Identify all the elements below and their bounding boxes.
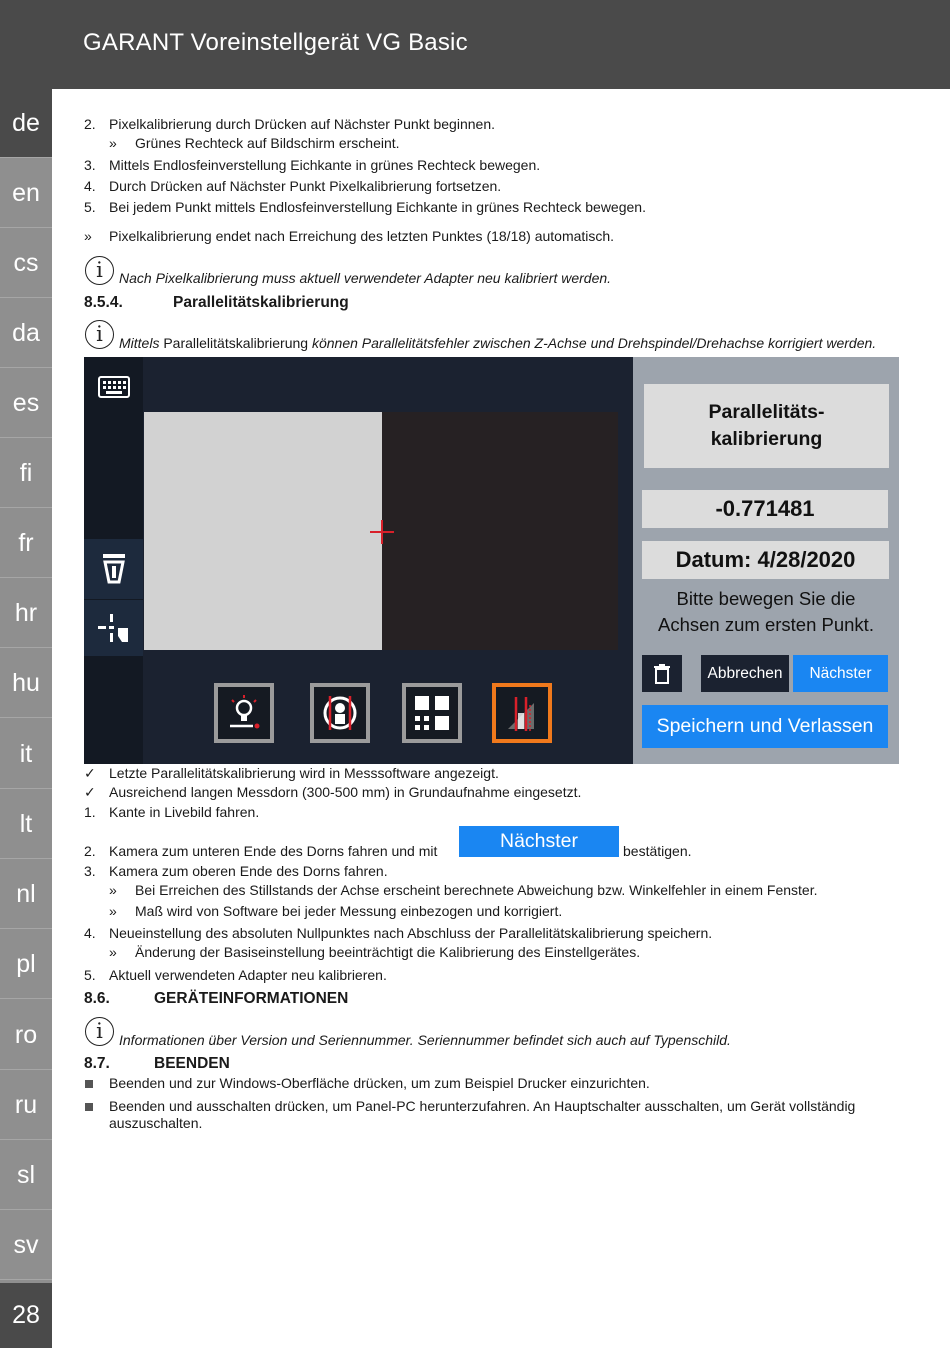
step-number: 5. [84,967,96,983]
calibration-value: -0.771481 [642,490,888,528]
result-marker: » [109,944,117,960]
next-button[interactable]: Nächster [793,655,888,692]
lang-tab-fi[interactable]: fi [0,439,52,508]
info-icon: i [85,1017,114,1046]
step-text: Kamera zum oberen Ende des Dorns fahren. [109,863,388,879]
step-result: Grünes Rechteck auf Bildschirm erscheint. [135,135,400,151]
result-marker: » [109,903,117,919]
camera-button[interactable] [310,683,370,743]
info-note: Informationen über Version und Seriennummer. Seriennummer befindet sich auch auf Typenschild. [119,1032,731,1048]
section-number: 8.6. [84,990,110,1007]
bullet-text: Beenden und zur Windows-Oberfläche drücken, um zum Beispiel Drucker einzurichten. [109,1075,650,1091]
left-toolbar [84,357,143,764]
step-text: bestätigen. [623,843,692,859]
check-icon: ✓ [84,784,96,800]
step-number: 2. [84,843,96,859]
calibration-date: Datum: 4/28/2020 [642,541,889,579]
section-number: 8.7. [84,1055,110,1072]
parallel-calibration-button[interactable] [492,683,552,743]
step-number: 4. [84,925,96,941]
cancel-button[interactable]: Abbrechen [701,655,789,692]
menu-grid-button[interactable] [402,683,462,743]
lang-tab-cs[interactable]: cs [0,229,52,298]
check-icon: ✓ [84,765,96,781]
crosshair-tool-button[interactable] [84,600,143,656]
lang-tab-sv[interactable]: sv [0,1211,52,1280]
info-icon: i [85,256,114,285]
prerequisite-text: Ausreichend langen Messdorn (300-500 mm) in Grundaufnahme eingesetzt. [109,784,582,800]
page-number: 28 [0,1283,52,1348]
lang-tab-hr[interactable]: hr [0,579,52,648]
step-text: Mittels Endlosfeinverstellung Eichkante in grünes Rechteck bewegen. [109,157,541,173]
delete-button[interactable] [642,655,682,692]
bullet-square [85,1103,93,1111]
live-image[interactable] [144,412,618,650]
step-number: 4. [84,178,96,194]
info-note: Mittels Parallelitätskalibrierung können Parallelitätsfehler zwischen Z-Achse und Drehspindel/Drehachse korrigiert werden. [119,335,877,351]
keyboard-icon [98,376,130,398]
save-and-exit-button[interactable]: Speichern und Verlassen [642,705,888,748]
parallel-calibration-icon [502,693,542,733]
lightbulb-icon [227,694,261,732]
step-number: 2. [84,116,96,132]
lang-tab-es[interactable]: es [0,369,52,438]
live-image-bright-area [144,412,382,650]
bullet-text: Beenden und ausschalten drücken, um Panel-PC herunterzufahren. An Hauptschalter ausschalten, um Gerät vollständig auszuschalten. [109,1098,856,1131]
language-sidebar [0,89,52,1348]
step-text: Bei jedem Punkt mittels Endlosfeinverstellung Eichkante in grünes Rechteck bewegen. [109,199,646,215]
lang-tab-it[interactable]: it [0,720,52,789]
lang-tab-lt[interactable]: lt [0,790,52,859]
trash-icon [654,664,670,684]
bullet-square [85,1080,93,1088]
step-text: Kante in Livebild fahren. [109,804,260,820]
lang-tab-hu[interactable]: hu [0,649,52,718]
document-title: GARANT Voreinstellgerät VG Basic [83,29,468,56]
final-result: Pixelkalibrierung endet nach Erreichung des letzten Punktes (18/18) automatisch. [109,228,615,244]
crosshair [381,520,383,544]
info-note: Nach Pixelkalibrierung muss aktuell verwendeter Adapter neu kalibriert werden. [119,270,612,286]
step-result: Bei Erreichen des Stillstands der Achse erscheint berechnete Abweichung bzw. Winkelfehler in einem Fenster. [135,882,818,898]
panel-title: Parallelitäts- kalibrierung [644,384,889,468]
lang-tab-da[interactable]: da [0,299,52,368]
step-number: 5. [84,199,96,215]
step-text: Aktuell verwendeten Adapter neu kalibrieren. [109,967,387,983]
result-marker: » [109,882,117,898]
tool-holder-icon [101,552,127,586]
step-number: 3. [84,863,96,879]
keyboard-button[interactable] [84,357,143,417]
camera-lens-icon [320,693,360,733]
lang-tab-pl[interactable]: pl [0,930,52,999]
section-title: BEENDEN [154,1055,230,1072]
prerequisite-text: Letzte Parallelitätskalibrierung wird in Messsoftware angezeigt. [109,765,499,781]
result-marker: » [84,228,92,244]
step-text: Pixelkalibrierung durch Drücken auf Nächster Punkt beginnen. [109,116,495,132]
step-text: Durch Drücken auf Nächster Punkt Pixelkalibrierung fortsetzen. [109,178,502,194]
page-header [0,0,950,89]
step-number: 3. [84,157,96,173]
step-result: Änderung der Basiseinstellung beeinträchtigt die Kalibrierung des Einstellgerätes. [135,944,641,960]
instruction-message: Bitte bewegen Sie die Achsen zum ersten Punkt. [658,588,874,635]
crosshair-tool-icon [96,612,132,644]
next-button-illustration: Nächster [459,826,619,857]
step-text: Neueinstellung des absoluten Nullpunktes nach Abschluss der Parallelitätskalibrierung speichern. [109,925,713,941]
lang-tab-sl[interactable]: sl [0,1141,52,1210]
calibration-panel [633,357,899,764]
step-number: 1. [84,804,96,820]
section-title: GERÄTEINFORMATIONEN [154,990,349,1007]
lighting-button[interactable] [214,683,274,743]
calibration-screenshot [84,357,899,764]
lang-tab-en[interactable]: en [0,159,52,228]
step-text: Kamera zum unteren Ende des Dorns fahren und mit [109,843,438,859]
result-marker: » [109,135,117,151]
lang-tab-fr[interactable]: fr [0,509,52,578]
tool-holder-button[interactable] [84,539,143,599]
lang-tab-de[interactable]: de [0,89,52,158]
lang-tab-ro[interactable]: ro [0,1001,52,1070]
lang-tab-nl[interactable]: nl [0,860,52,929]
section-title: Parallelitätskalibrierung [173,294,349,311]
info-icon: i [85,320,114,349]
lang-tab-ru[interactable]: ru [0,1071,52,1140]
grid-icon [413,694,451,732]
step-result: Maß wird von Software bei jeder Messung einbezogen und korrigiert. [135,903,563,919]
section-number: 8.5.4. [84,294,123,311]
